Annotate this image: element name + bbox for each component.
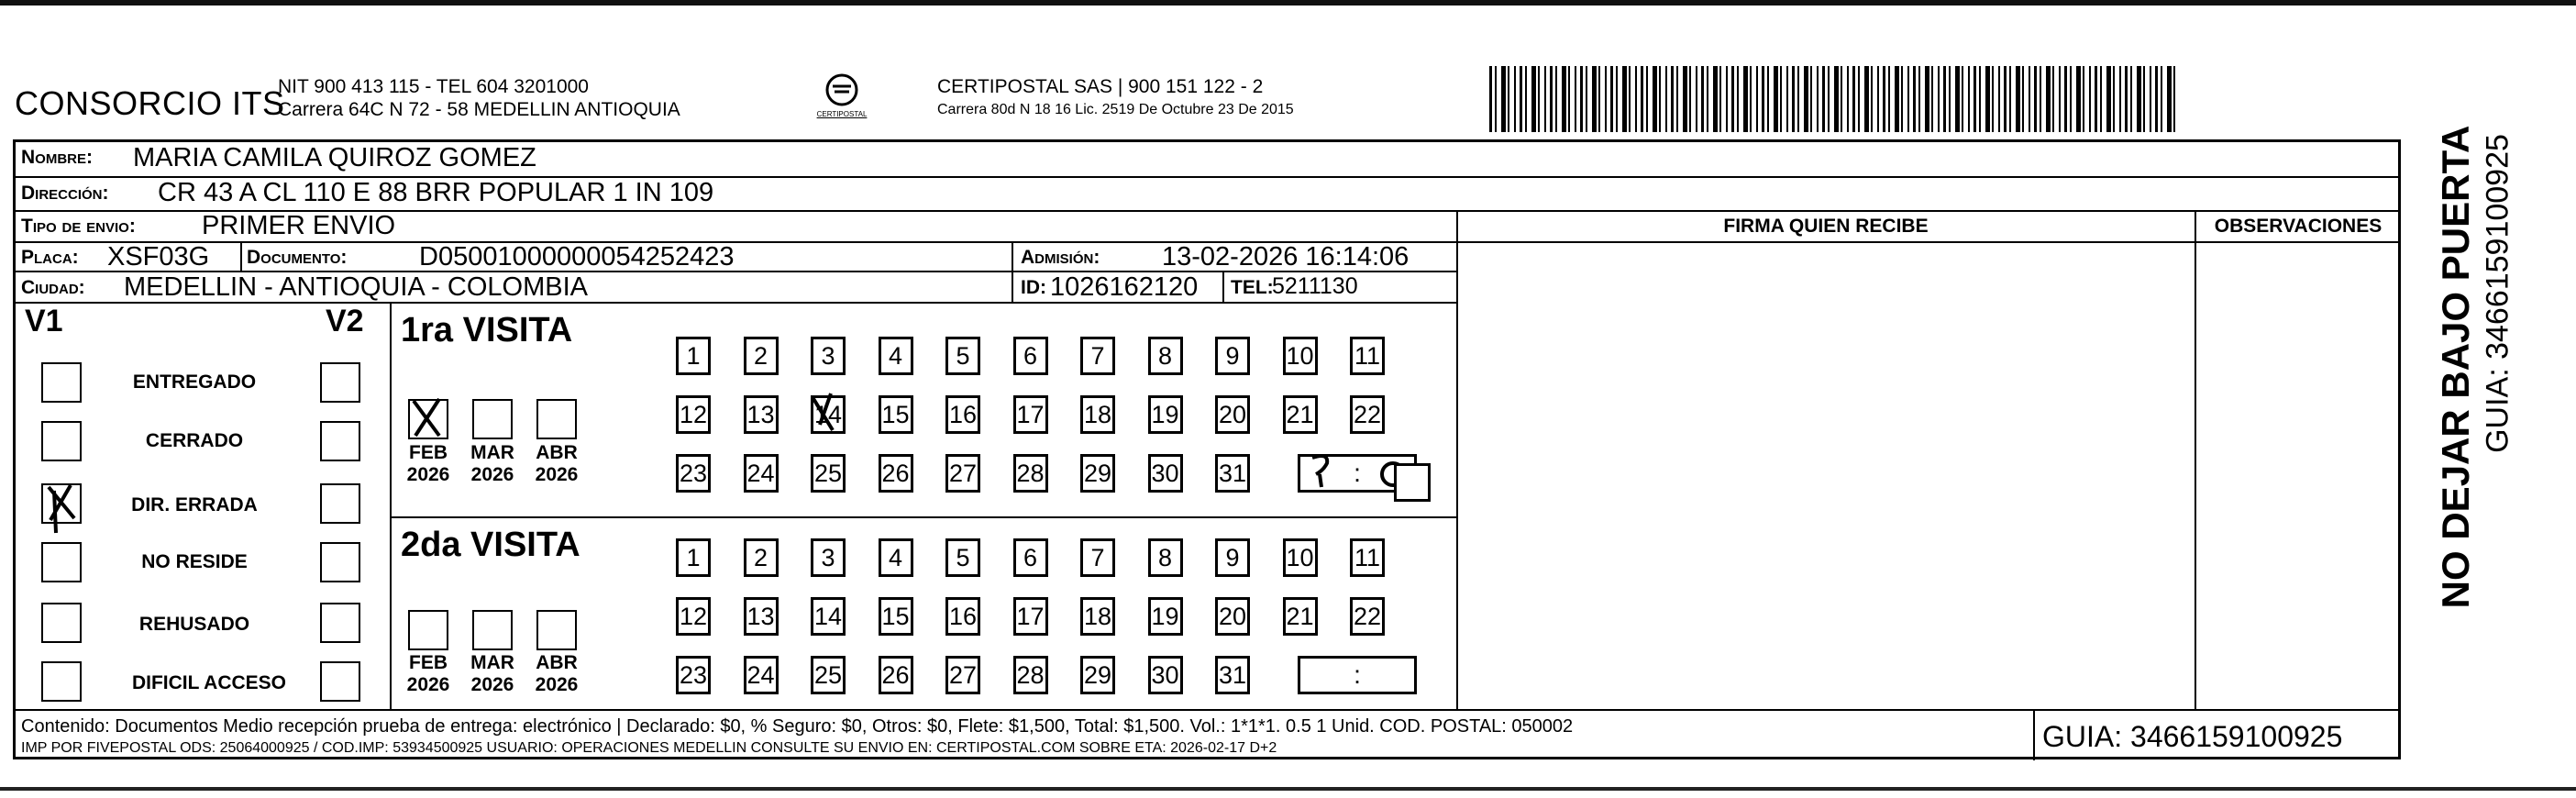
dir-errada-v2-checkbox[interactable] (320, 483, 360, 524)
second-visit-day-box[interactable]: 21 (1283, 597, 1318, 636)
id-label: ID: (1021, 277, 1046, 298)
second-visit-day-box[interactable]: 10 (1283, 538, 1318, 577)
first-visit-day-box[interactable]: 10 (1283, 337, 1318, 375)
direccion-label: Dirección: (21, 183, 109, 204)
first-visit-day-box[interactable]: 27 (945, 454, 980, 493)
delivery-form (13, 139, 2401, 759)
second-visit-time-box[interactable]: : (1298, 656, 1417, 694)
hour-box[interactable] (1394, 463, 1431, 502)
first-visit-day-box[interactable]: 1 (676, 337, 711, 375)
second-visit-day-box[interactable]: 28 (1013, 656, 1048, 694)
cerrado-label: CERRADO (145, 430, 244, 451)
tel-value: 5211130 (1272, 273, 1358, 299)
first-visit-day-box[interactable]: 6 (1013, 337, 1048, 375)
handwritten-x-icon (408, 395, 448, 441)
first-visit-day-box[interactable]: 11 (1350, 337, 1385, 375)
dificil-acceso-v2-checkbox[interactable] (320, 661, 360, 702)
month-abr-2: ABR 2026 (535, 652, 579, 695)
documento-value: D05001000000054252423 (419, 242, 735, 272)
entregado-v1-checkbox[interactable] (41, 362, 82, 403)
second-visit-day-box[interactable]: 8 (1148, 538, 1183, 577)
second-visit-day-box[interactable]: 7 (1080, 538, 1115, 577)
second-visit-day-box[interactable]: 20 (1215, 597, 1250, 636)
admision-value: 13-02-2026 16:14:06 (1162, 242, 1410, 272)
company-info (278, 75, 680, 121)
first-visit-day-box[interactable]: 15 (879, 395, 913, 434)
entregado-label: ENTREGADO (132, 371, 257, 393)
dificil-acceso-label: DIFICIL ACCESO (131, 672, 286, 693)
second-visit-day-box[interactable]: 14 (811, 597, 846, 636)
visit-divider (390, 516, 1457, 518)
barcode (1489, 66, 2179, 132)
first-visit-day-box[interactable]: 19 (1148, 395, 1183, 434)
first-visit-day-box[interactable]: 5 (945, 337, 980, 375)
second-visit-day-box[interactable]: 31 (1215, 656, 1250, 694)
firma-label: FIRMA QUIEN RECIBE (1723, 216, 1929, 237)
col-divider (1222, 271, 1224, 302)
cerrado-v2-checkbox[interactable] (320, 421, 360, 461)
abr-month-checkbox[interactable] (536, 399, 577, 439)
second-visit-day-box[interactable]: 11 (1350, 538, 1385, 577)
second-visit-day-box[interactable]: 17 (1013, 597, 1048, 636)
abr-month-2-checkbox[interactable] (536, 610, 577, 650)
second-visit-day-box[interactable]: 12 (676, 597, 711, 636)
mar-month-2-checkbox[interactable] (472, 610, 513, 650)
first-visit-day-box[interactable]: 20 (1215, 395, 1250, 434)
dificil-acceso-v1-checkbox[interactable] (41, 661, 82, 702)
dir-errada-v1-checkbox[interactable] (41, 483, 82, 524)
col-divider (1456, 210, 1458, 709)
first-visit-day-box[interactable]: 13 (744, 395, 779, 434)
col-divider (390, 302, 392, 709)
first-visit-day-box[interactable]: 7 (1080, 337, 1115, 375)
carrier-info (937, 75, 1294, 121)
second-visit-day-box[interactable]: 24 (744, 656, 779, 694)
second-visit-day-box[interactable]: 6 (1013, 538, 1048, 577)
v2-header: V2 (326, 304, 364, 338)
tipo-envio-value: PRIMER ENVIO (202, 211, 396, 240)
address-line: Carrera 64C N 72 - 58 MEDELLIN ANTIOQUIA (278, 99, 680, 120)
v1-header: V1 (25, 304, 63, 338)
id-value: 1026162120 (1050, 272, 1199, 302)
second-visit-day-box[interactable]: 5 (945, 538, 980, 577)
second-visit-day-box[interactable]: 4 (879, 538, 913, 577)
tipo-envio-label: Tipo de envio: (21, 216, 136, 237)
first-visit-day-box[interactable]: 23 (676, 454, 711, 493)
rehusado-label: REHUSADO (138, 614, 250, 635)
documento-label: Documento: (247, 247, 348, 268)
carrier-license: Carrera 80d N 18 16 Lic. 2519 De Octubre 23 De 2015 (937, 102, 1294, 117)
month-feb-2: FEB 2026 (406, 652, 450, 695)
guia-number: GUIA: 3466159100925 (2042, 720, 2343, 753)
top-edge (0, 0, 2576, 22)
no-reside-v1-checkbox[interactable] (41, 542, 82, 582)
print-info-line: IMP POR FIVEPOSTAL ODS: 25064000925 / COD.IMP: 53934500925 USUARIO: OPERACIONES MEDELLIN CONSULTE SU ENVIO EN: CERTIPOSTAL.COM SOBRE ETA: 2026-02-17 D+2 (21, 740, 1277, 756)
second-visit-day-box[interactable]: 18 (1080, 597, 1115, 636)
first-visit-day-box[interactable]: 28 (1013, 454, 1048, 493)
month-abr: ABR 2026 (535, 442, 579, 485)
second-visit-day-box[interactable]: 29 (1080, 656, 1115, 694)
first-visit-day-box[interactable]: 29 (1080, 454, 1115, 493)
dir-errada-label: DIR. ERRADA (131, 494, 258, 515)
company-name: CONSORCIO ITS (15, 84, 285, 122)
carrier-line: CERTIPOSTAL SAS | 900 151 122 - 2 (937, 76, 1264, 97)
second-visit-day-box[interactable]: 19 (1148, 597, 1183, 636)
nombre-label: Nombre: (21, 147, 93, 168)
no-reside-label: NO RESIDE (141, 551, 248, 572)
month-mar-2: MAR 2026 (470, 652, 514, 695)
handwritten-mark-icon (43, 482, 80, 537)
second-visit-day-box[interactable]: 16 (945, 597, 980, 636)
first-visit-day-box[interactable]: 9 (1215, 337, 1250, 375)
col-divider (240, 241, 242, 271)
second-visit-day-box[interactable]: 1 (676, 538, 711, 577)
second-visit-day-box[interactable]: 15 (879, 597, 913, 636)
contents-line: Contenido: Documentos Medio recepción prueba de entrega: electrónico | Declarado: $0, % Seguro: $0, Otros: $0, Flete: $1,500, Total: $1,500. Vol.: 1*1*1. 0.5 1 Unid. COD. POSTAL: 050002 (21, 716, 1574, 737)
second-visit-day-box[interactable]: 3 (811, 538, 846, 577)
first-visit-day-box[interactable]: 4 (879, 337, 913, 375)
first-visit-day-box[interactable]: 26 (879, 454, 913, 493)
first-visit-day-box[interactable]: 2 (744, 337, 779, 375)
col-divider (2195, 210, 2196, 709)
observaciones-label: OBSERVACIONES (2214, 216, 2383, 237)
nit-line: NIT 900 413 115 - TEL 604 3201000 (278, 76, 589, 97)
first-visit-day-box[interactable]: 18 (1080, 395, 1115, 434)
first-visit-day-box[interactable]: 24 (744, 454, 779, 493)
first-visit-day-box[interactable]: 3 (811, 337, 846, 375)
handwritten-check-icon (807, 388, 853, 439)
second-visit-day-box[interactable]: 2 (744, 538, 779, 577)
nombre-value: MARIA CAMILA QUIROZ GOMEZ (133, 143, 536, 172)
no-dejar-warning: NO DEJAR BAJO PUERTA (2434, 125, 2477, 609)
second-visit-day-box[interactable]: 30 (1148, 656, 1183, 694)
first-visit-title: 1ra VISITA (401, 311, 573, 349)
month-feb: FEB 2026 (406, 442, 450, 485)
first-visit-day-box[interactable]: 8 (1148, 337, 1183, 375)
footer-divider (16, 709, 2400, 711)
second-visit-day-box[interactable]: 9 (1215, 538, 1250, 577)
tel-label: TEL: (1231, 277, 1274, 298)
second-visit-day-box[interactable]: 25 (811, 656, 846, 694)
feb-month-checkbox[interactable] (408, 399, 448, 439)
placa-label: Placa: (21, 247, 79, 268)
first-visit-day-box[interactable]: 17 (1013, 395, 1048, 434)
no-reside-v2-checkbox[interactable] (320, 542, 360, 582)
feb-month-2-checkbox[interactable] (408, 610, 448, 650)
admision-label: Admisión: (1021, 247, 1100, 268)
bottom-edge (0, 787, 2576, 791)
second-visit-day-box[interactable]: 27 (945, 656, 980, 694)
rehusado-v2-checkbox[interactable] (320, 603, 360, 643)
first-visit-day-box[interactable]: 25 (811, 454, 846, 493)
direccion-value: CR 43 A CL 110 E 88 BRR POPULAR 1 IN 109 (158, 178, 714, 207)
mar-month-checkbox[interactable] (472, 399, 513, 439)
second-visit-day-box[interactable]: 26 (879, 656, 913, 694)
second-visit-title: 2da VISITA (401, 526, 580, 564)
first-visit-day-box[interactable]: 21 (1283, 395, 1318, 434)
side-guia-number: GUIA: 3466159100925 (2480, 134, 2515, 453)
signature-header-line (1457, 241, 2400, 243)
second-visit-day-box[interactable]: 23 (676, 656, 711, 694)
first-visit-time-box[interactable]: : (1298, 454, 1417, 493)
second-visit-day-box[interactable]: 22 (1350, 597, 1385, 636)
col-divider (1012, 241, 1013, 302)
first-visit-day-box[interactable]: 16 (945, 395, 980, 434)
logo-caption: CERTIPOSTAL (816, 110, 868, 118)
first-visit-day-box[interactable]: 31 (1215, 454, 1250, 493)
col-divider (2033, 709, 2035, 760)
entregado-v2-checkbox[interactable] (320, 362, 360, 403)
first-visit-day-box[interactable]: 30 (1148, 454, 1183, 493)
ciudad-label: Ciudad: (21, 277, 85, 298)
month-mar: MAR 2026 (470, 442, 514, 485)
rehusado-v1-checkbox[interactable] (41, 603, 82, 643)
placa-value: XSF03G (107, 242, 210, 272)
first-visit-day-box[interactable]: 22 (1350, 395, 1385, 434)
ciudad-value: MEDELLIN - ANTIOQUIA - COLOMBIA (124, 272, 588, 302)
first-visit-day-box[interactable]: 14 (811, 395, 846, 434)
first-visit-day-box[interactable]: 12 (676, 395, 711, 434)
second-visit-day-box[interactable]: 13 (744, 597, 779, 636)
cerrado-v1-checkbox[interactable] (41, 421, 82, 461)
